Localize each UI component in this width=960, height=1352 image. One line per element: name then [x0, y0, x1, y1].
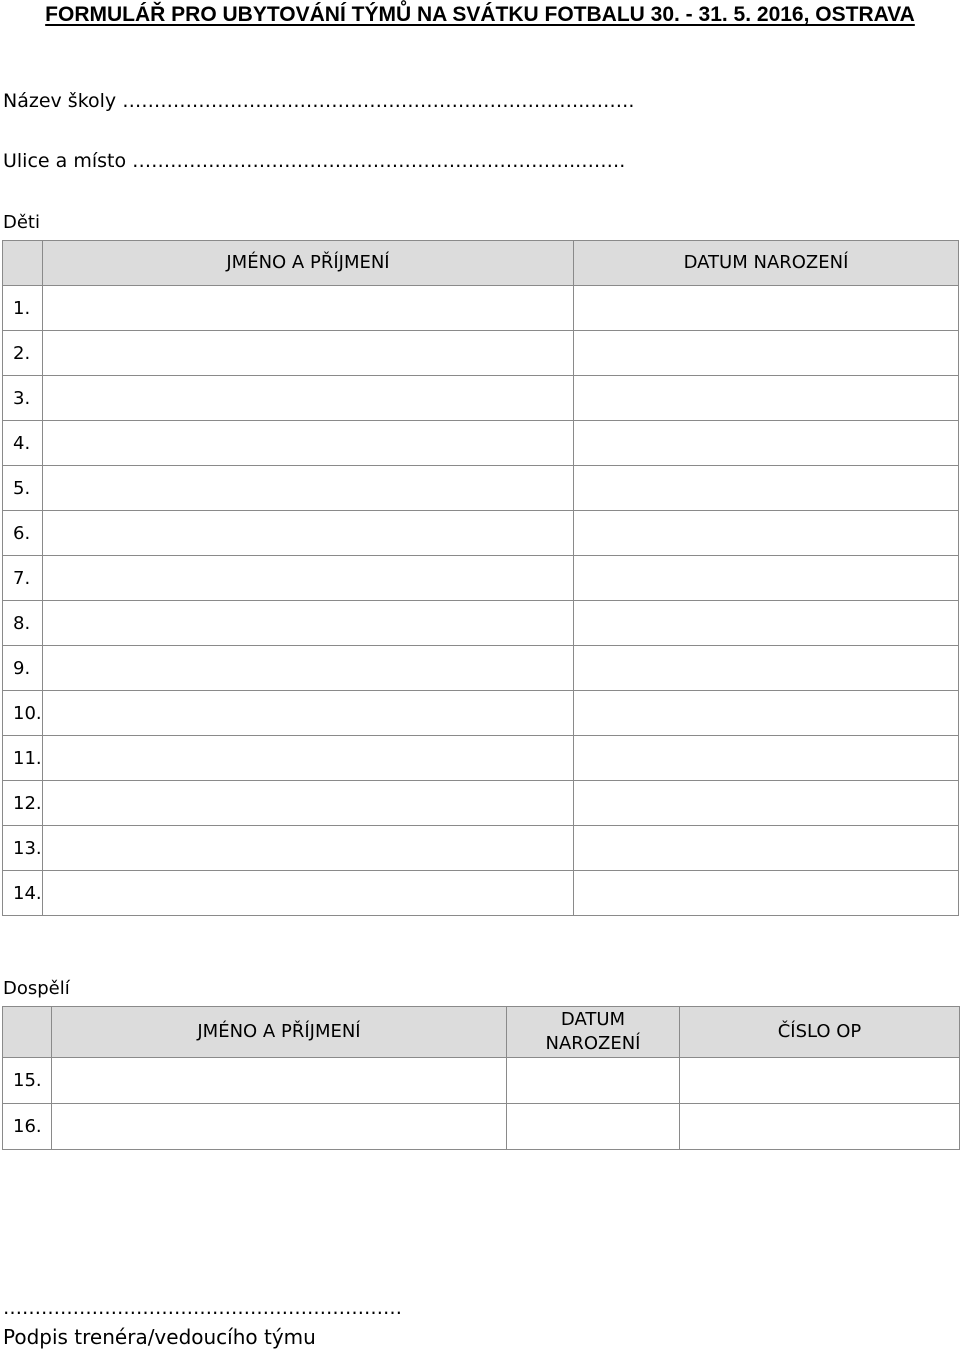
- adults-name-cell[interactable]: [52, 1104, 507, 1150]
- adults-table: [2, 1006, 960, 1150]
- children-name-cell[interactable]: [43, 781, 574, 826]
- street-place-dots[interactable]: ……………………………………………………………..…….: [132, 150, 626, 172]
- adults-header-name: JMÉNO A PŘÍJMENÍ: [52, 1007, 507, 1058]
- children-birthdate-cell[interactable]: [574, 331, 959, 376]
- children-birthdate-cell[interactable]: [574, 826, 959, 871]
- children-name-cell[interactable]: [43, 601, 574, 646]
- adults-birthdate-cell[interactable]: [507, 1058, 680, 1104]
- adults-id-number-cell[interactable]: [680, 1104, 960, 1150]
- children-row: [3, 466, 959, 511]
- children-name-cell[interactable]: [43, 376, 574, 421]
- children-row: [3, 511, 959, 556]
- adults-id-number-cell[interactable]: [680, 1058, 960, 1104]
- children-row-number: 11.: [3, 736, 43, 781]
- children-row-number: 8.: [3, 601, 43, 646]
- adults-header-number: [3, 1007, 52, 1058]
- children-name-cell[interactable]: [43, 331, 574, 376]
- adults-header-id-number: ČÍSLO OP: [680, 1007, 960, 1058]
- children-header-number: [3, 241, 43, 286]
- children-name-cell[interactable]: [43, 646, 574, 691]
- children-row: [3, 331, 959, 376]
- children-row: [3, 736, 959, 781]
- children-name-cell[interactable]: [43, 826, 574, 871]
- children-name-cell[interactable]: [43, 421, 574, 466]
- children-birthdate-cell[interactable]: [574, 286, 959, 331]
- children-row: [3, 376, 959, 421]
- children-birthdate-cell[interactable]: [574, 601, 959, 646]
- children-header-name: JMÉNO A PŘÍJMENÍ: [43, 241, 574, 286]
- children-row-number: 3.: [3, 376, 43, 421]
- adults-header-birthdate: DATUM NAROZENÍ: [507, 1007, 680, 1058]
- children-header-row: [3, 241, 959, 286]
- children-birthdate-cell[interactable]: [574, 421, 959, 466]
- children-row-number: 14.: [3, 871, 43, 916]
- children-row: [3, 781, 959, 826]
- adults-row: [3, 1058, 960, 1104]
- children-row: [3, 646, 959, 691]
- children-name-cell[interactable]: [43, 556, 574, 601]
- children-name-cell[interactable]: [43, 736, 574, 781]
- adults-row: [3, 1104, 960, 1150]
- children-name-cell[interactable]: [43, 691, 574, 736]
- adults-header-row: [3, 1007, 960, 1058]
- street-place-label: Ulice a místo: [3, 150, 127, 172]
- adults-row-number: 15.: [3, 1058, 52, 1104]
- form-title: FORMULÁŘ PRO UBYTOVÁNÍ TÝMŮ NA SVÁTKU FOTBALU 30. - 31. 5. 2016, OSTRAVA: [45, 3, 915, 26]
- signature-label: Podpis trenéra/vedoucího týmu: [3, 1325, 316, 1349]
- children-birthdate-cell[interactable]: [574, 511, 959, 556]
- children-row: [3, 871, 959, 916]
- adults-row-number: 16.: [3, 1104, 52, 1150]
- children-name-cell[interactable]: [43, 466, 574, 511]
- children-header-birthdate: DATUM NAROZENÍ: [574, 241, 959, 286]
- school-name-label: Název školy: [3, 90, 117, 112]
- children-birthdate-cell[interactable]: [574, 556, 959, 601]
- adults-section-label: Dospělí: [3, 978, 70, 999]
- children-name-cell[interactable]: [43, 286, 574, 331]
- children-row-number: 10.: [3, 691, 43, 736]
- adults-name-cell[interactable]: [52, 1058, 507, 1104]
- children-birthdate-cell[interactable]: [574, 871, 959, 916]
- children-row-number: 2.: [3, 331, 43, 376]
- children-row-number: 6.: [3, 511, 43, 556]
- school-name-dots[interactable]: ………………………………………………………………..…….: [122, 90, 635, 112]
- children-row-number: 7.: [3, 556, 43, 601]
- street-place-field: [3, 150, 625, 172]
- children-table: [2, 240, 959, 916]
- children-row: [3, 286, 959, 331]
- children-row-number: 1.: [3, 286, 43, 331]
- children-row: [3, 601, 959, 646]
- children-row-number: 12.: [3, 781, 43, 826]
- children-row: [3, 826, 959, 871]
- children-name-cell[interactable]: [43, 511, 574, 556]
- children-row: [3, 421, 959, 466]
- adults-birthdate-cell[interactable]: [507, 1104, 680, 1150]
- children-row: [3, 691, 959, 736]
- signature-dots[interactable]: ………………………………………………………: [3, 1297, 402, 1319]
- children-birthdate-cell[interactable]: [574, 781, 959, 826]
- children-birthdate-cell[interactable]: [574, 466, 959, 511]
- children-birthdate-cell[interactable]: [574, 376, 959, 421]
- children-row: [3, 556, 959, 601]
- school-name-field: [3, 90, 634, 112]
- children-birthdate-cell[interactable]: [574, 691, 959, 736]
- children-section-label: Děti: [3, 212, 40, 233]
- children-row-number: 5.: [3, 466, 43, 511]
- children-row-number: 9.: [3, 646, 43, 691]
- children-row-number: 4.: [3, 421, 43, 466]
- children-birthdate-cell[interactable]: [574, 736, 959, 781]
- children-name-cell[interactable]: [43, 871, 574, 916]
- children-row-number: 13.: [3, 826, 43, 871]
- children-birthdate-cell[interactable]: [574, 646, 959, 691]
